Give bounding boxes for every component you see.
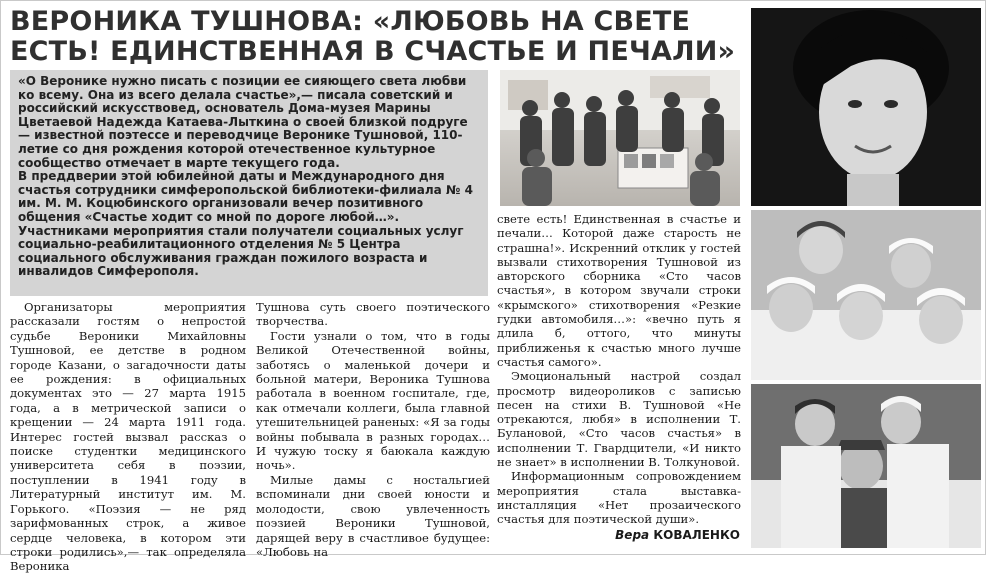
author-last-name: КОВАЛЕНКО	[653, 528, 740, 542]
article-paragraph: Информационным сопровождением мероприятия стала выставка-инсталляция «Нет прозаического счастья для поэтической души».	[497, 469, 741, 527]
wartime-photo	[751, 384, 981, 548]
event-group-photo	[500, 70, 740, 206]
article-paragraph-continued: свете есть! Единственная в счастье и печали… Которой даже старость не страшна!». Искренний отклик у гостей вызвали стихотворения Тушновой из авторского сборника «Сто часов счастья», в котором звучали строки «крымского» стихотворения «Резкие гудки автомобиля…»: «вечно путь я длила б, оттого, что минуты приближенья к счастью много лучше счастья самого».	[497, 212, 741, 369]
article-paragraph: Эмоциональный настрой создал просмотр видеороликов с записью песен на стихи В. Тушновой «Не отрекаются, любя» в исполнении Т. Булановой, «Сто часов счастья» в исполнении Т. Гвардцители, «И никто не знает» в исполнении В. Толкуновой.	[497, 369, 741, 470]
article-paragraph: Организаторы мероприятия рассказали гостям о непростой судьбе Вероники Михайловны Тушновой, ее детстве в родном городе Казани, о загадочности даты ее рождения: в официальных документах это — 27 марта 1915 года, а в метрической записи о крещении — 24 марта 1911 года. Интерес гостей вызвал рассказ о поиске студентки медицинского университета себя в поэзии, поступлении в 1941 году в Литературный институт им. М. Горького. «Поэзия — не ряд зарифмованных строк, а живое сердце человека, в котором эти строки родились»,— так определяла Вероника	[10, 300, 246, 574]
author-byline	[600, 528, 740, 542]
headline: ВЕРОНИКА ТУШНОВА: «ЛЮБОВЬ НА СВЕТЕ ЕСТЬ! ЕДИНСТВЕННАЯ В СЧАСТЬЕ И ПЕЧАЛИ»	[10, 6, 736, 67]
lead-paragraph-2: В преддверии этой юбилейной даты и Международного дня счастья сотрудники симферопольской библиотеки-филиала № 4 им. М. М. Коцюбинского организовали вечер позитивного общения «Счастье ходит со мной по дороге любой…».	[18, 169, 473, 224]
text-column-3	[497, 212, 741, 534]
lead-box	[10, 70, 488, 296]
text-column-2	[256, 300, 490, 559]
article-paragraph: Гости узнали о том, что в годы Великой Отечественной войны, заботясь о маленькой дочери и больной матери, Вероника Тушнова работала в военном госпитале, где, как отмечали коллеги, была главной утешительницей раненых: «Я за годы войны побывала в разных городах… И чужую тоску я баюкала каждую ночь».	[256, 328, 490, 473]
article-paragraph: Милые дамы с ностальгией вспоминали дни своей юности и молодости, свою увлеченность поэзией Вероники Тушновой, дарящей веру в счастливое будущее: «Любовь на	[256, 472, 490, 559]
author-first-name: Вера	[615, 528, 650, 542]
text-column-1	[10, 300, 246, 574]
lead-paragraph-1: «О Веронике нужно писать с позиции ее сияющего света любви ко всему. Она из всего делала счастье»,— писала советский и российский искусствовед, основатель Дома-музея Марины Цветаевой Надежда Катаева-Лыткина о своей близкой подруге — известной поэтессе и переводчице Веронике Тушновой, 110-летие со дня рождения которой отечественное культурное сообщество отмечает в марте текущего года.	[18, 74, 468, 170]
nurses-photo	[751, 210, 981, 380]
article-paragraph-continued: Тушнова суть своего поэтического творчества.	[256, 300, 490, 329]
lead-paragraph-3: Участниками мероприятия стали получатели социальных услуг социально-реабилитационного отделения № 5 Центра социального обслуживания граждан пожилого возраста и инвалидов Симферополя.	[18, 223, 464, 279]
portrait-photo	[751, 8, 981, 206]
